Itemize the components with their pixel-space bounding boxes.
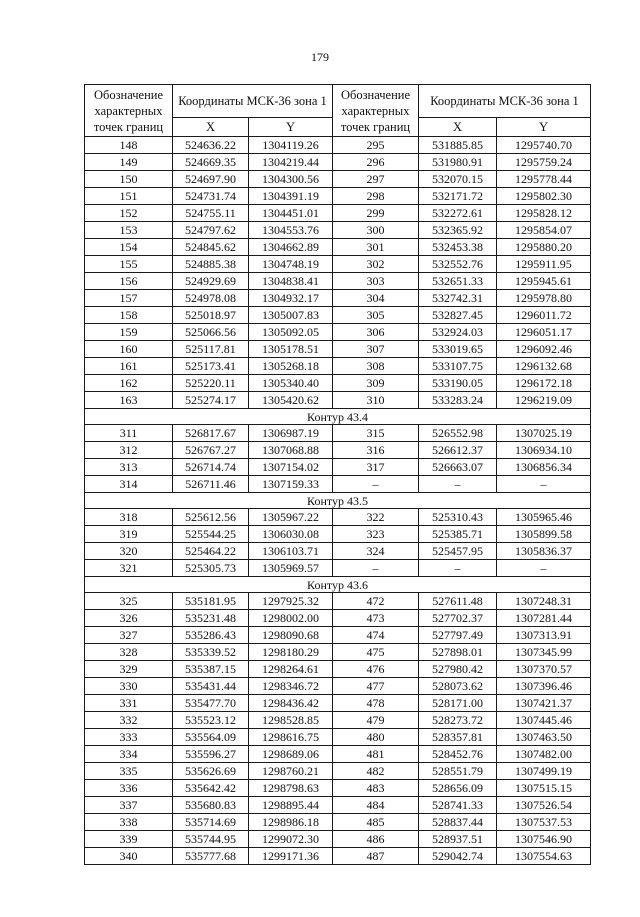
cell-x-right: 526552.98 <box>419 425 497 442</box>
cell-x-right: 532742.31 <box>419 290 497 307</box>
cell-y-left: 1298895.44 <box>249 797 333 814</box>
cell-point-right: 310 <box>333 392 419 409</box>
cell-point-left: 148 <box>85 137 173 154</box>
cell-point-left: 329 <box>85 661 173 678</box>
cell-y-right: 1307248.31 <box>497 593 591 610</box>
table-row <box>85 780 591 797</box>
cell-y-left: 1298436.42 <box>249 695 333 712</box>
table-row <box>85 154 591 171</box>
cell-x-right: 532070.15 <box>419 171 497 188</box>
cell-x-left: 525464.22 <box>173 543 249 560</box>
header-row <box>85 85 591 118</box>
cell-point-right: 307 <box>333 341 419 358</box>
cell-point-right: 474 <box>333 627 419 644</box>
cell-y-right: 1307421.37 <box>497 695 591 712</box>
cell-y-left: 1305967.22 <box>249 509 333 526</box>
cell-point-left: 335 <box>85 763 173 780</box>
cell-point-right: 316 <box>333 442 419 459</box>
section-row <box>85 493 591 509</box>
cell-point-right: 304 <box>333 290 419 307</box>
cell-point-right: 296 <box>333 154 419 171</box>
cell-y-left: 1304451.01 <box>249 205 333 222</box>
cell-y-right: 1307546.90 <box>497 831 591 848</box>
cell-point-right: – <box>333 560 419 577</box>
cell-point-left: 334 <box>85 746 173 763</box>
cell-x-right: 527702.37 <box>419 610 497 627</box>
cell-point-left: 161 <box>85 358 173 375</box>
cell-y-right: 1307526.54 <box>497 797 591 814</box>
table-row <box>85 307 591 324</box>
cell-x-left: 525018.97 <box>173 307 249 324</box>
table-row <box>85 459 591 476</box>
cell-x-left: 524845.62 <box>173 239 249 256</box>
cell-y-right: 1295880.20 <box>497 239 591 256</box>
cell-x-left: 525066.56 <box>173 324 249 341</box>
cell-y-right: 1295802.30 <box>497 188 591 205</box>
cell-x-right: – <box>419 560 497 577</box>
cell-y-left: 1298689.06 <box>249 746 333 763</box>
cell-y-left: 1304748.19 <box>249 256 333 273</box>
cell-y-left: 1304219.44 <box>249 154 333 171</box>
cell-y-right: 1307370.57 <box>497 661 591 678</box>
cell-x-right: 531885.85 <box>419 137 497 154</box>
table-row <box>85 543 591 560</box>
cell-point-left: 326 <box>85 610 173 627</box>
cell-x-right: – <box>419 476 497 493</box>
cell-y-right: 1295759.24 <box>497 154 591 171</box>
cell-point-left: 313 <box>85 459 173 476</box>
table-row <box>85 273 591 290</box>
cell-x-right: 532453.38 <box>419 239 497 256</box>
cell-x-right: 526612.37 <box>419 442 497 459</box>
cell-y-left: 1307154.02 <box>249 459 333 476</box>
cell-y-left: 1305178.51 <box>249 341 333 358</box>
cell-y-left: 1298760.21 <box>249 763 333 780</box>
cell-point-right: 306 <box>333 324 419 341</box>
cell-x-right: 528273.72 <box>419 712 497 729</box>
cell-x-right: 527980.42 <box>419 661 497 678</box>
section-row <box>85 409 591 425</box>
cell-y-right: 1295978.80 <box>497 290 591 307</box>
cell-x-right: 529042.74 <box>419 848 497 865</box>
cell-y-left: 1298346.72 <box>249 678 333 695</box>
table-row <box>85 171 591 188</box>
table-row <box>85 239 591 256</box>
cell-point-left: 325 <box>85 593 173 610</box>
cell-y-left: 1304838.41 <box>249 273 333 290</box>
cell-y-right: 1296051.17 <box>497 324 591 341</box>
cell-x-left: 525117.81 <box>173 341 249 358</box>
cell-y-right: 1307499.19 <box>497 763 591 780</box>
cell-point-right: 301 <box>333 239 419 256</box>
cell-x-left: 535744.95 <box>173 831 249 848</box>
cell-point-right: 299 <box>333 205 419 222</box>
cell-y-left: 1305007.83 <box>249 307 333 324</box>
cell-y-left: 1305268.18 <box>249 358 333 375</box>
cell-point-left: 336 <box>85 780 173 797</box>
cell-y-left: 1306987.19 <box>249 425 333 442</box>
cell-point-left: 160 <box>85 341 173 358</box>
cell-y-right: 1296219.09 <box>497 392 591 409</box>
cell-y-left: 1306030.08 <box>249 526 333 543</box>
cell-y-right: 1296011.72 <box>497 307 591 324</box>
cell-point-right: 298 <box>333 188 419 205</box>
table-row <box>85 509 591 526</box>
table-row <box>85 290 591 307</box>
cell-y-left: 1298798.63 <box>249 780 333 797</box>
table-row <box>85 324 591 341</box>
cell-point-left: 311 <box>85 425 173 442</box>
table-row <box>85 188 591 205</box>
cell-point-left: 152 <box>85 205 173 222</box>
cell-y-right: 1296092.46 <box>497 341 591 358</box>
cell-point-right: 473 <box>333 610 419 627</box>
cell-point-left: 339 <box>85 831 173 848</box>
cell-point-right: 309 <box>333 375 419 392</box>
coords-header-right: Координаты МСК-36 зона 1 <box>419 85 591 118</box>
table-row <box>85 610 591 627</box>
cell-y-right: 1296172.18 <box>497 375 591 392</box>
table-row <box>85 763 591 780</box>
cell-x-right: 532365.92 <box>419 222 497 239</box>
cell-y-left: 1297925.32 <box>249 593 333 610</box>
table-row <box>85 358 591 375</box>
cell-y-right: 1307463.50 <box>497 729 591 746</box>
cell-y-left: 1298090.68 <box>249 627 333 644</box>
section-title: Контур 43.6 <box>85 577 591 593</box>
cell-point-right: 483 <box>333 780 419 797</box>
cell-y-right: – <box>497 476 591 493</box>
cell-x-left: 526767.27 <box>173 442 249 459</box>
cell-x-right: 526663.07 <box>419 459 497 476</box>
cell-x-left: 535626.69 <box>173 763 249 780</box>
cell-x-right: 532552.76 <box>419 256 497 273</box>
table-row <box>85 425 591 442</box>
cell-x-left: 526817.67 <box>173 425 249 442</box>
cell-y-right: 1307281.44 <box>497 610 591 627</box>
cell-point-right: 323 <box>333 526 419 543</box>
cell-point-right: 303 <box>333 273 419 290</box>
cell-y-right: 1307445.46 <box>497 712 591 729</box>
cell-x-right: 533190.05 <box>419 375 497 392</box>
cell-point-right: 472 <box>333 593 419 610</box>
cell-point-right: 302 <box>333 256 419 273</box>
table-row <box>85 341 591 358</box>
cell-point-left: 327 <box>85 627 173 644</box>
cell-x-left: 524697.90 <box>173 171 249 188</box>
cell-point-right: 317 <box>333 459 419 476</box>
cell-y-left: 1305969.57 <box>249 560 333 577</box>
cell-point-left: 332 <box>85 712 173 729</box>
table-row <box>85 644 591 661</box>
cell-x-right: 527797.49 <box>419 627 497 644</box>
cell-point-left: 312 <box>85 442 173 459</box>
cell-point-left: 331 <box>85 695 173 712</box>
cell-x-right: 532171.72 <box>419 188 497 205</box>
cell-x-left: 524731.74 <box>173 188 249 205</box>
cell-x-right: 528073.62 <box>419 678 497 695</box>
table-row <box>85 797 591 814</box>
cell-x-right: 532651.33 <box>419 273 497 290</box>
cell-x-left: 535431.44 <box>173 678 249 695</box>
cell-y-right: 1306934.10 <box>497 442 591 459</box>
cell-y-left: 1299072.30 <box>249 831 333 848</box>
cell-y-right: 1307396.46 <box>497 678 591 695</box>
cell-x-right: 533283.24 <box>419 392 497 409</box>
cell-y-left: 1298528.85 <box>249 712 333 729</box>
cell-y-left: 1304300.56 <box>249 171 333 188</box>
cell-y-right: 1307537.53 <box>497 814 591 831</box>
table-row <box>85 712 591 729</box>
cell-x-right: 525310.43 <box>419 509 497 526</box>
cell-y-left: 1305092.05 <box>249 324 333 341</box>
cell-y-right: 1306856.34 <box>497 459 591 476</box>
table-row <box>85 695 591 712</box>
cell-point-left: 314 <box>85 476 173 493</box>
table-row <box>85 392 591 409</box>
table-row <box>85 375 591 392</box>
cell-point-left: 321 <box>85 560 173 577</box>
cell-point-left: 337 <box>85 797 173 814</box>
cell-x-right: 528741.33 <box>419 797 497 814</box>
cell-y-left: 1298264.61 <box>249 661 333 678</box>
cell-y-left: 1304553.76 <box>249 222 333 239</box>
cell-point-left: 151 <box>85 188 173 205</box>
cell-point-right: 308 <box>333 358 419 375</box>
table-row <box>85 222 591 239</box>
cell-point-left: 157 <box>85 290 173 307</box>
section-title: Контур 43.4 <box>85 409 591 425</box>
cell-y-right: 1307515.15 <box>497 780 591 797</box>
cell-y-right: 1305899.58 <box>497 526 591 543</box>
y-header-left: Y <box>249 118 333 137</box>
cell-x-right: 532827.45 <box>419 307 497 324</box>
section-row <box>85 577 591 593</box>
cell-x-left: 535523.12 <box>173 712 249 729</box>
cell-x-left: 535596.27 <box>173 746 249 763</box>
cell-point-right: 295 <box>333 137 419 154</box>
cell-x-left: 525305.73 <box>173 560 249 577</box>
cell-y-right: 1307345.99 <box>497 644 591 661</box>
cell-x-right: 525457.95 <box>419 543 497 560</box>
cell-y-right: – <box>497 560 591 577</box>
cell-y-left: 1306103.71 <box>249 543 333 560</box>
cell-point-left: 153 <box>85 222 173 239</box>
cell-point-left: 156 <box>85 273 173 290</box>
cell-y-left: 1305340.40 <box>249 375 333 392</box>
cell-point-right: 305 <box>333 307 419 324</box>
cell-point-left: 340 <box>85 848 173 865</box>
cell-point-right: 481 <box>333 746 419 763</box>
cell-x-right: 533019.65 <box>419 341 497 358</box>
cell-point-left: 155 <box>85 256 173 273</box>
cell-y-right: 1295911.95 <box>497 256 591 273</box>
cell-point-left: 150 <box>85 171 173 188</box>
table-body <box>85 137 591 865</box>
x-header-left: X <box>173 118 249 137</box>
table-row <box>85 848 591 865</box>
coords-header-left: Координаты МСК-36 зона 1 <box>173 85 333 118</box>
cell-y-left: 1304662.89 <box>249 239 333 256</box>
cell-x-left: 535181.95 <box>173 593 249 610</box>
cell-x-right: 528452.76 <box>419 746 497 763</box>
cell-y-right: 1295778.44 <box>497 171 591 188</box>
cell-point-right: 297 <box>333 171 419 188</box>
x-header-right: X <box>419 118 497 137</box>
cell-x-right: 528656.09 <box>419 780 497 797</box>
cell-point-left: 163 <box>85 392 173 409</box>
cell-x-right: 525385.71 <box>419 526 497 543</box>
cell-point-right: 487 <box>333 848 419 865</box>
cell-y-left: 1305420.62 <box>249 392 333 409</box>
point-header-right: Обозначение характерных точек границ <box>333 85 419 137</box>
cell-point-left: 158 <box>85 307 173 324</box>
cell-x-right: 528837.44 <box>419 814 497 831</box>
cell-x-right: 527898.01 <box>419 644 497 661</box>
cell-x-left: 535564.09 <box>173 729 249 746</box>
cell-y-left: 1298616.75 <box>249 729 333 746</box>
cell-y-right: 1305836.37 <box>497 543 591 560</box>
cell-point-left: 338 <box>85 814 173 831</box>
table-row <box>85 627 591 644</box>
cell-x-left: 524669.35 <box>173 154 249 171</box>
cell-x-right: 528551.79 <box>419 763 497 780</box>
cell-y-right: 1307025.19 <box>497 425 591 442</box>
cell-y-right: 1296132.68 <box>497 358 591 375</box>
table-row <box>85 678 591 695</box>
cell-point-right: 480 <box>333 729 419 746</box>
cell-x-left: 535339.52 <box>173 644 249 661</box>
cell-y-right: 1307482.00 <box>497 746 591 763</box>
cell-x-left: 535680.83 <box>173 797 249 814</box>
coordinates-table <box>84 84 591 865</box>
table-row <box>85 205 591 222</box>
table-row <box>85 256 591 273</box>
cell-x-left: 535387.15 <box>173 661 249 678</box>
cell-point-right: 322 <box>333 509 419 526</box>
table-row <box>85 526 591 543</box>
cell-y-left: 1307068.88 <box>249 442 333 459</box>
cell-x-left: 535231.48 <box>173 610 249 627</box>
table-row <box>85 442 591 459</box>
cell-x-right: 533107.75 <box>419 358 497 375</box>
cell-point-right: 300 <box>333 222 419 239</box>
cell-point-left: 149 <box>85 154 173 171</box>
cell-x-left: 525220.11 <box>173 375 249 392</box>
table-row <box>85 560 591 577</box>
cell-x-left: 535777.68 <box>173 848 249 865</box>
cell-x-left: 524885.38 <box>173 256 249 273</box>
cell-point-right: 485 <box>333 814 419 831</box>
cell-point-left: 159 <box>85 324 173 341</box>
cell-y-right: 1307313.91 <box>497 627 591 644</box>
cell-x-left: 525544.25 <box>173 526 249 543</box>
cell-y-left: 1307159.33 <box>249 476 333 493</box>
cell-point-right: 315 <box>333 425 419 442</box>
cell-x-right: 527611.48 <box>419 593 497 610</box>
cell-y-left: 1298180.29 <box>249 644 333 661</box>
cell-point-left: 330 <box>85 678 173 695</box>
cell-point-left: 319 <box>85 526 173 543</box>
table-row <box>85 746 591 763</box>
cell-point-right: 482 <box>333 763 419 780</box>
cell-point-left: 318 <box>85 509 173 526</box>
cell-point-left: 333 <box>85 729 173 746</box>
cell-x-left: 535477.70 <box>173 695 249 712</box>
point-header-left: Обозначение характерных точек границ <box>85 85 173 137</box>
cell-point-left: 328 <box>85 644 173 661</box>
cell-x-left: 535286.43 <box>173 627 249 644</box>
cell-y-right: 1307554.63 <box>497 848 591 865</box>
cell-x-right: 528937.51 <box>419 831 497 848</box>
cell-y-left: 1298986.18 <box>249 814 333 831</box>
cell-point-left: 162 <box>85 375 173 392</box>
cell-point-right: – <box>333 476 419 493</box>
section-title: Контур 43.5 <box>85 493 591 509</box>
cell-point-right: 486 <box>333 831 419 848</box>
cell-x-left: 525274.17 <box>173 392 249 409</box>
cell-point-right: 484 <box>333 797 419 814</box>
cell-point-left: 154 <box>85 239 173 256</box>
cell-x-left: 535642.42 <box>173 780 249 797</box>
table-row <box>85 593 591 610</box>
cell-y-right: 1295828.12 <box>497 205 591 222</box>
cell-point-right: 478 <box>333 695 419 712</box>
cell-y-left: 1298002.00 <box>249 610 333 627</box>
cell-x-left: 524929.69 <box>173 273 249 290</box>
table-row <box>85 814 591 831</box>
table-row <box>85 729 591 746</box>
cell-x-left: 524755.11 <box>173 205 249 222</box>
page-number: 179 <box>311 50 329 64</box>
cell-point-right: 479 <box>333 712 419 729</box>
cell-y-left: 1304932.17 <box>249 290 333 307</box>
cell-x-left: 525173.41 <box>173 358 249 375</box>
cell-y-right: 1305965.46 <box>497 509 591 526</box>
cell-x-left: 535714.69 <box>173 814 249 831</box>
table-row <box>85 476 591 493</box>
cell-x-right: 532272.61 <box>419 205 497 222</box>
cell-x-left: 524797.62 <box>173 222 249 239</box>
cell-y-right: 1295740.70 <box>497 137 591 154</box>
cell-x-right: 528357.81 <box>419 729 497 746</box>
table-row <box>85 137 591 154</box>
cell-y-left: 1299171.36 <box>249 848 333 865</box>
cell-point-right: 476 <box>333 661 419 678</box>
cell-x-left: 526711.46 <box>173 476 249 493</box>
cell-point-right: 475 <box>333 644 419 661</box>
cell-x-right: 531980.91 <box>419 154 497 171</box>
cell-y-left: 1304391.19 <box>249 188 333 205</box>
cell-point-right: 477 <box>333 678 419 695</box>
cell-x-right: 532924.03 <box>419 324 497 341</box>
table-row <box>85 831 591 848</box>
cell-y-right: 1295945.61 <box>497 273 591 290</box>
cell-x-left: 524636.22 <box>173 137 249 154</box>
cell-y-left: 1304119.26 <box>249 137 333 154</box>
cell-x-left: 526714.74 <box>173 459 249 476</box>
cell-x-left: 525612.56 <box>173 509 249 526</box>
cell-point-right: 324 <box>333 543 419 560</box>
cell-x-right: 528171.00 <box>419 695 497 712</box>
cell-x-left: 524978.08 <box>173 290 249 307</box>
cell-y-right: 1295854.07 <box>497 222 591 239</box>
cell-point-left: 320 <box>85 543 173 560</box>
table-row <box>85 661 591 678</box>
y-header-right: Y <box>497 118 591 137</box>
